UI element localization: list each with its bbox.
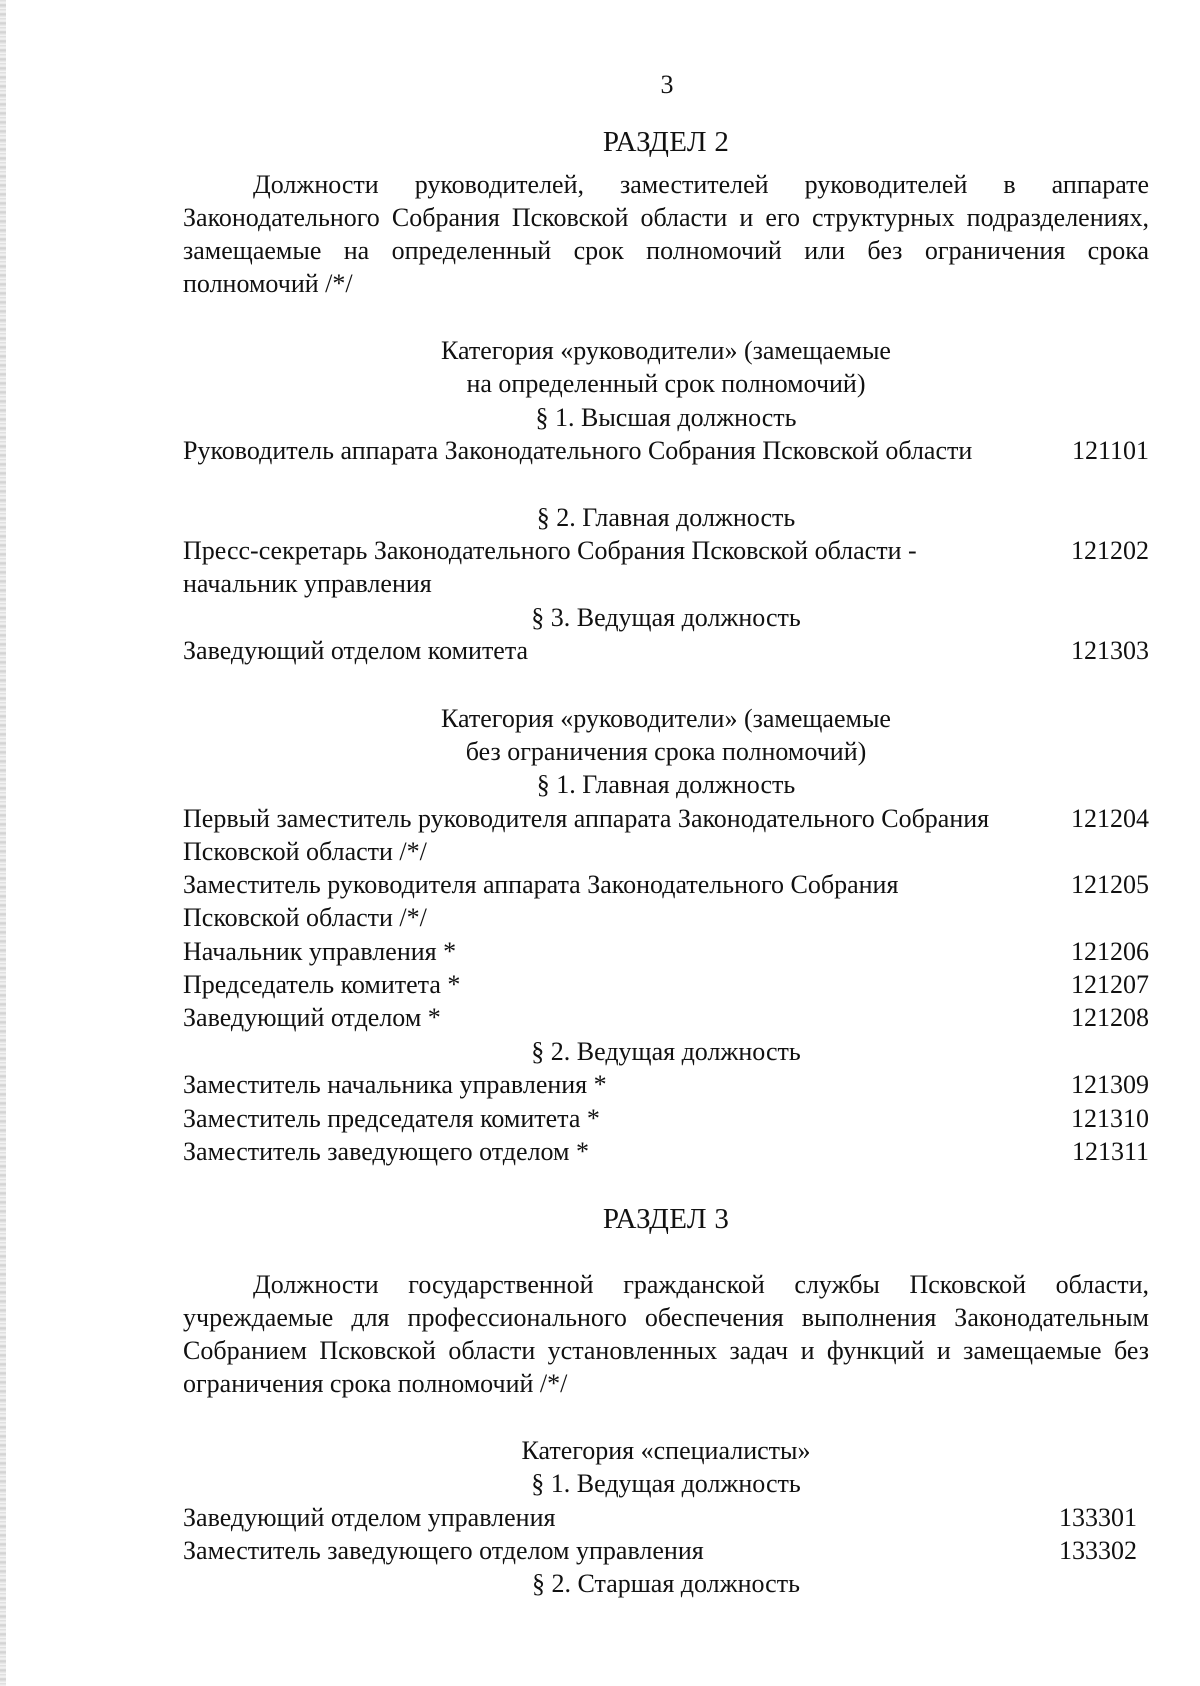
position-row	[183, 1102, 1149, 1135]
position-code: 121206	[1071, 937, 1149, 966]
paragraph-heading: § 1. Ведущая должность	[531, 1469, 801, 1498]
position-row	[183, 1501, 1149, 1534]
position-title: Заместитель председателя комитета *	[183, 1104, 600, 1133]
paragraph-heading: § 2. Ведущая должность	[531, 1037, 801, 1066]
position-code: 121101	[1071, 436, 1149, 465]
position-code: 121309	[1071, 1070, 1149, 1099]
position-code: 121303	[1071, 636, 1149, 665]
category-2-heading-line1: Категория «руководители» (замещаемые	[441, 704, 891, 733]
position-code: 121310	[1071, 1104, 1149, 1133]
category-3-heading: Категория «специалисты»	[521, 1436, 811, 1465]
position-code: 121204	[1071, 804, 1149, 833]
position-title: Заведующий отделом управления	[183, 1503, 556, 1532]
paragraph-heading: § 1. Высшая должность	[535, 403, 797, 432]
position-code: 133301	[1059, 1503, 1137, 1532]
scan-edge	[0, 0, 6, 1686]
position-code: 133302	[1059, 1536, 1137, 1565]
position-code: 121208	[1071, 1003, 1149, 1032]
section-3-title: РАЗДЕЛ 3	[602, 1203, 730, 1235]
position-title: Председатель комитета *	[183, 970, 461, 999]
position-title: Первый заместитель руководителя аппарата Законодательного Собрания Псковской области /*/	[183, 804, 990, 866]
position-title: Заведующий отделом *	[183, 1003, 441, 1032]
position-code: 121207	[1071, 970, 1149, 999]
position-title: Заместитель руководителя аппарата Законодательного Собрания Псковской области /*/	[183, 870, 899, 932]
position-row	[183, 434, 1149, 467]
position-row	[183, 1534, 1149, 1567]
position-row	[183, 1068, 1149, 1101]
position-title: Заместитель начальника управления *	[183, 1070, 607, 1099]
position-row	[183, 534, 1149, 600]
position-title: Заведующий отделом комитета	[183, 636, 529, 665]
paragraph-heading: § 2. Главная должность	[536, 503, 796, 532]
paragraph-heading: § 1. Главная должность	[536, 770, 796, 799]
position-code: 121202	[1071, 536, 1149, 565]
page-number: 3	[660, 70, 674, 99]
position-row	[183, 868, 1149, 934]
category-2-heading-line2: без ограничения срока полномочий)	[465, 737, 867, 766]
section-3-intro: Должности государственной гражданской службы Псковской области, учреждаемые для профессионального обеспечения выполнения Законодательным Собранием Псковской области установленных задач и функций и замещаемые без ограничения срока полномочий /*/	[183, 1270, 1149, 1398]
position-title: Заместитель заведующего отделом *	[183, 1137, 589, 1166]
position-title: Заместитель заведующего отделом управления	[183, 1536, 704, 1565]
section-2-intro: Должности руководителей, заместителей руководителей в аппарате Законодательного Собрания Псковской области и его структурных подразделениях, замещаемые на определенный срок полномочий или без ограничения срока полномочий /*/	[183, 170, 1149, 298]
position-row	[183, 1001, 1149, 1034]
position-row	[183, 1135, 1149, 1168]
position-title: Пресс-секретарь Законодательного Собрания Псковской области - начальник управления	[183, 536, 917, 598]
section-2-title: РАЗДЕЛ 2	[602, 126, 730, 158]
category-1-heading-line2: на определенный срок полномочий)	[466, 369, 866, 398]
position-row	[183, 935, 1149, 968]
paragraph-heading: § 2. Старшая должность	[532, 1569, 800, 1598]
position-row	[183, 802, 1149, 868]
category-1-heading-line1: Категория «руководители» (замещаемые	[441, 336, 891, 365]
position-row	[183, 968, 1149, 1001]
paragraph-heading: § 3. Ведущая должность	[531, 603, 801, 632]
position-title: Начальник управления *	[183, 937, 457, 966]
position-code: 121311	[1071, 1137, 1149, 1166]
position-code: 121205	[1071, 870, 1149, 899]
position-row	[183, 634, 1149, 667]
position-title: Руководитель аппарата Законодательного Собрания Псковской области	[183, 436, 973, 465]
